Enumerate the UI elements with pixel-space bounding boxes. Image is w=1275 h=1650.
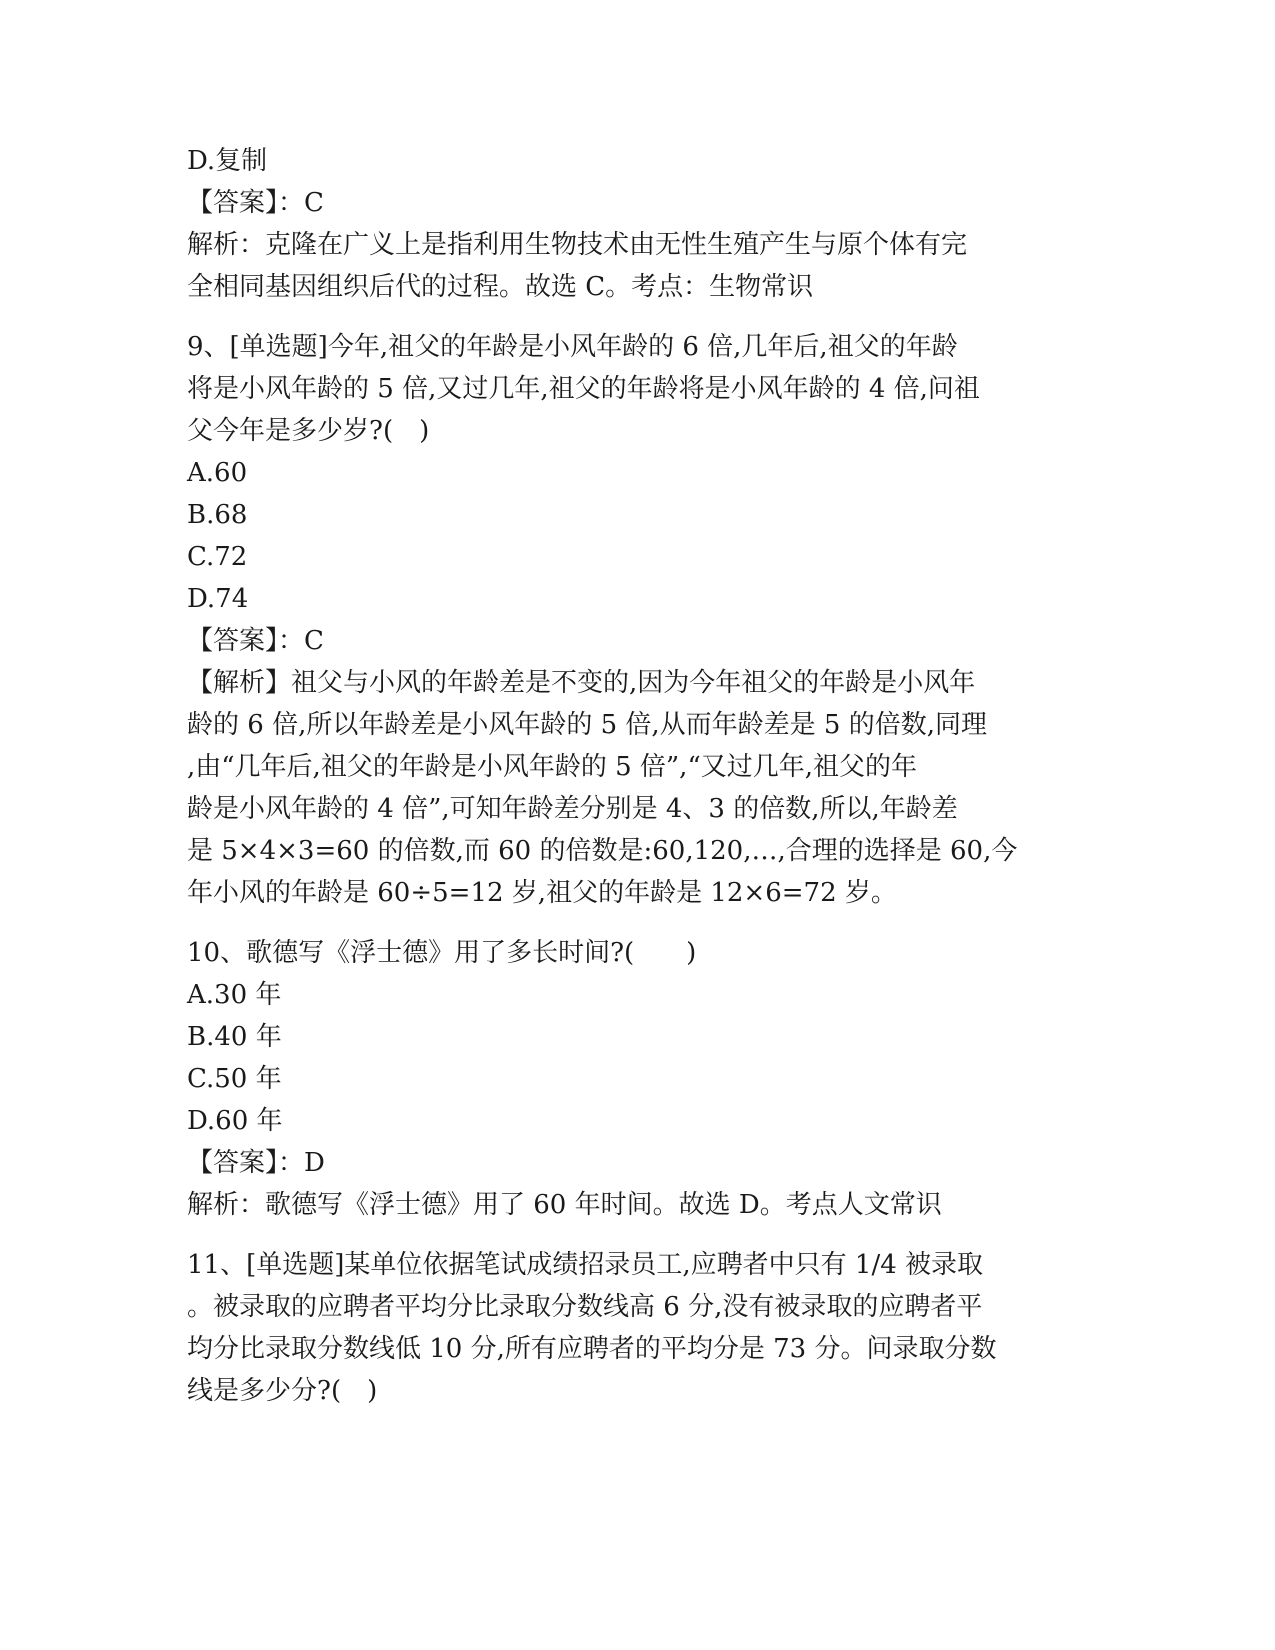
q8-analysis-line: 全相同基因组织后代的过程。故选 C。考点：生物常识 [187,272,814,302]
q9-analysis-line: ,由“几年后,祖父的年龄是小风年龄的 5 倍”,“又过几年,祖父的年 [187,752,918,782]
q10-stem: 10、歌德写《浮士德》用了多长时间?( ) [187,938,697,968]
q8-option-d: D.复制 [187,146,268,176]
q10-option-b: B.40 年 [187,1022,282,1052]
q11-stem-line: 11、[单选题]某单位依据笔试成绩招录员工,应聘者中只有 1/4 被录取 [187,1250,984,1280]
q9-stem-line: 父今年是多少岁?( ) [187,416,430,446]
q9-analysis-line: 年小风的年龄是 60÷5=12 岁,祖父的年龄是 12×6=72 岁。 [187,878,897,908]
q9-option-b: B.68 [187,500,248,530]
q9-analysis-line: 龄是小风年龄的 4 倍”,可知年龄差分别是 4、3 的倍数,所以,年龄差 [187,794,958,824]
q9-option-a: A.60 [187,458,248,488]
q10-option-c: C.50 年 [187,1064,282,1094]
q8-analysis-line: 解析：克隆在广义上是指利用生物技术由无性生殖产生与原个体有完 [187,230,968,260]
q9-option-d: D.74 [187,584,249,614]
q9-analysis-line: 是 5×4×3=60 的倍数,而 60 的倍数是:60,120,…,合理的选择是 60,今 [187,836,1018,866]
q10-option-a: A.30 年 [187,980,282,1010]
q11-stem-line: 线是多少分?( ) [187,1376,378,1406]
q10-analysis: 解析：歌德写《浮士德》用了 60 年时间。故选 D。考点人文常识 [187,1190,942,1220]
q9-stem-line: 将是小风年龄的 5 倍,又过几年,祖父的年龄将是小风年龄的 4 倍,问祖 [187,374,980,404]
q11-stem-line: 均分比录取分数线低 10 分,所有应聘者的平均分是 73 分。问录取分数 [187,1334,997,1364]
q9-analysis-line: 龄的 6 倍,所以年龄差是小风年龄的 5 倍,从而年龄差是 5 的倍数,同理 [187,710,988,740]
q9-stem-line: 9、[单选题]今年,祖父的年龄是小风年龄的 6 倍,几年后,祖父的年龄 [187,332,958,362]
q10-option-d: D.60 年 [187,1106,283,1136]
q9-answer: 【答案】：C [187,626,324,656]
q9-analysis-line: 【解析】祖父与小风的年龄差是不变的,因为今年祖父的年龄是小风年 [187,668,976,698]
q11-stem-line: 。被录取的应聘者平均分比录取分数线高 6 分,没有被录取的应聘者平 [187,1292,983,1322]
q9-option-c: C.72 [187,542,248,572]
q8-answer: 【答案】：C [187,188,324,218]
q10-answer: 【答案】：D [187,1148,325,1178]
